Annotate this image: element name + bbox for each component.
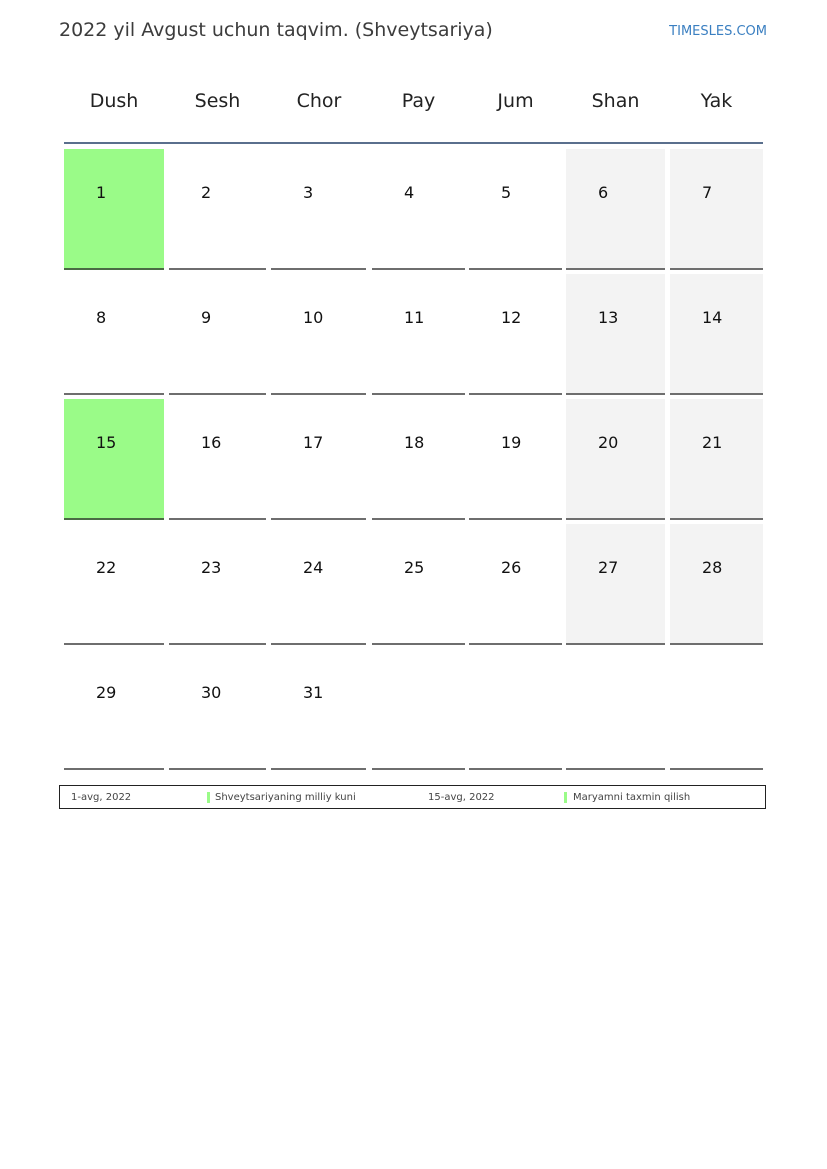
day-cell xyxy=(64,524,164,645)
day-number: 12 xyxy=(501,308,522,327)
header-divider xyxy=(64,142,763,144)
day-cell xyxy=(64,274,164,395)
day-number: 15 xyxy=(96,433,117,452)
day-number: 23 xyxy=(201,558,222,577)
day-number: 10 xyxy=(303,308,324,327)
day-cell xyxy=(64,149,164,270)
day-cell xyxy=(169,524,266,645)
day-cell xyxy=(566,149,665,270)
day-cell xyxy=(372,524,465,645)
day-cell xyxy=(670,149,763,270)
day-number: 30 xyxy=(201,683,222,702)
day-number: 16 xyxy=(201,433,222,452)
legend-color-swatch xyxy=(207,792,210,803)
legend-holiday-name: Shveytsariyaning milliy kuni xyxy=(215,792,356,803)
day-cell xyxy=(271,274,366,395)
day-number: 2 xyxy=(201,183,212,202)
day-cell xyxy=(566,399,665,520)
day-number: 5 xyxy=(501,183,512,202)
day-number: 8 xyxy=(96,308,107,327)
day-cell xyxy=(372,149,465,270)
day-cell xyxy=(469,149,562,270)
day-number: 20 xyxy=(598,433,619,452)
day-number: 13 xyxy=(598,308,619,327)
day-cell xyxy=(64,649,164,770)
day-cell xyxy=(271,399,366,520)
legend-holiday-name: Maryamni taxmin qilish xyxy=(573,792,691,803)
day-number: 24 xyxy=(303,558,324,577)
day-number: 22 xyxy=(96,558,117,577)
empty-day-cell xyxy=(670,649,763,770)
site-link[interactable]: TIMESLES.COM xyxy=(669,24,767,39)
day-cell xyxy=(469,399,562,520)
empty-day-cell xyxy=(469,649,562,770)
weekday-saturday: Shan xyxy=(591,90,640,112)
day-number: 1 xyxy=(96,183,107,202)
legend-color-swatch xyxy=(564,792,567,803)
day-cell xyxy=(169,649,266,770)
day-cell xyxy=(566,274,665,395)
day-number: 27 xyxy=(598,558,619,577)
day-number: 11 xyxy=(404,308,425,327)
day-cell xyxy=(372,274,465,395)
day-number: 31 xyxy=(303,683,324,702)
weekday-friday: Jum xyxy=(497,90,534,112)
day-cell xyxy=(670,399,763,520)
day-number: 7 xyxy=(702,183,713,202)
day-number: 19 xyxy=(501,433,522,452)
day-number: 4 xyxy=(404,183,415,202)
legend-date: 15-avg, 2022 xyxy=(428,792,495,803)
day-number: 9 xyxy=(201,308,212,327)
day-number: 25 xyxy=(404,558,425,577)
day-cell xyxy=(64,399,164,520)
day-cell xyxy=(271,149,366,270)
day-cell xyxy=(670,524,763,645)
day-number: 26 xyxy=(501,558,522,577)
day-number: 14 xyxy=(702,308,723,327)
day-cell xyxy=(469,524,562,645)
day-cell xyxy=(566,524,665,645)
day-cell xyxy=(372,399,465,520)
day-number: 17 xyxy=(303,433,324,452)
legend-date: 1-avg, 2022 xyxy=(71,792,132,803)
day-number: 6 xyxy=(598,183,609,202)
weekday-monday: Dush xyxy=(89,90,139,112)
day-number: 18 xyxy=(404,433,425,452)
weekday-sunday: Yak xyxy=(700,90,733,112)
weekday-header-row xyxy=(64,90,763,120)
day-number: 21 xyxy=(702,433,723,452)
day-cell xyxy=(670,274,763,395)
day-cell xyxy=(271,524,366,645)
day-cell xyxy=(169,149,266,270)
day-cell xyxy=(271,649,366,770)
day-number: 3 xyxy=(303,183,314,202)
empty-day-cell xyxy=(372,649,465,770)
weekday-thursday: Pay xyxy=(401,90,436,112)
weekday-wednesday: Chor xyxy=(296,90,342,112)
day-cell xyxy=(169,399,266,520)
calendar-title: 2022 yil Avgust uchun taqvim. (Shveytsariya) xyxy=(59,19,493,41)
day-number: 28 xyxy=(702,558,723,577)
day-cell xyxy=(169,274,266,395)
empty-day-cell xyxy=(566,649,665,770)
day-cell xyxy=(469,274,562,395)
day-number: 29 xyxy=(96,683,117,702)
holiday-legend xyxy=(59,785,766,809)
weekday-tuesday: Sesh xyxy=(194,90,241,112)
